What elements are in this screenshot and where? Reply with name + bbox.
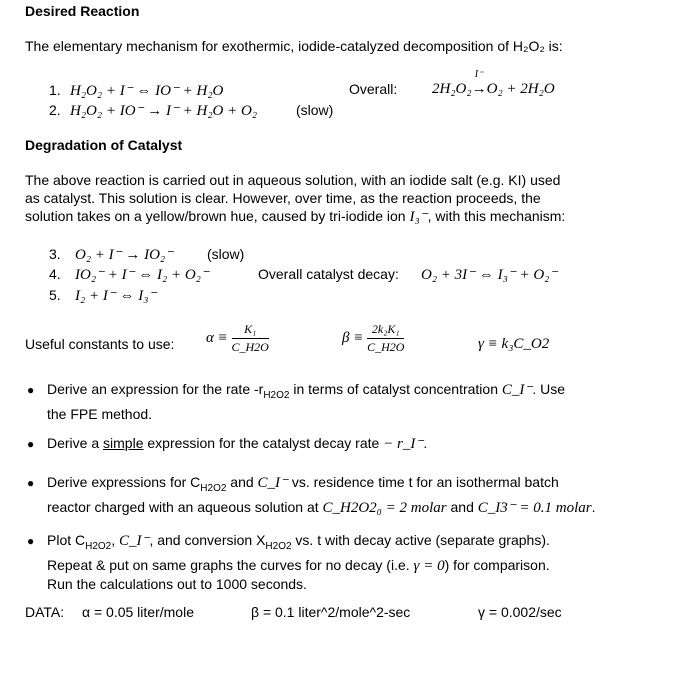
eq2-slow-note: (slow) <box>296 102 334 118</box>
intro-text: The elementary mechanism for exothermic, iodide-catalyzed decomposition of H₂O₂ is: <box>25 38 563 54</box>
data-alpha: α = 0.05 liter/mole <box>82 604 194 620</box>
alpha-lhs: α ≡ <box>206 329 228 346</box>
bullet-3-initial-h2o2: C_H2O2₀ = 2 molar <box>322 499 447 516</box>
bullet-4-text-b: , <box>111 532 120 548</box>
alpha-denominator: C_H2O <box>231 340 269 354</box>
eq5-number: 5. <box>49 287 61 303</box>
catalyzed-arrow <box>471 69 487 98</box>
bullet-4 <box>47 531 627 593</box>
bullet-dot-1: ● <box>27 383 35 397</box>
overall-equation <box>432 69 555 98</box>
equation-3: O₂ + I⁻ → IO₂⁻ <box>75 247 174 263</box>
bullet-1-text-c: . Use <box>532 381 565 397</box>
arrow: → <box>471 81 487 97</box>
catalyst-label: I⁻ <box>474 69 484 80</box>
overall-right: O₂ + 2H₂O <box>486 81 555 97</box>
beta-fraction <box>367 322 404 355</box>
alpha-fraction <box>232 322 269 355</box>
para-line-1: The above reaction is carried out in aqueous solution, with an iodide salt (e.g. KI) used <box>25 172 561 188</box>
bullet-1-text-a: Derive an expression for the rate -r <box>47 381 264 397</box>
bullet-dot-2: ● <box>27 437 35 451</box>
alpha-definition <box>206 322 269 355</box>
eq1-number: 1. <box>49 82 61 98</box>
beta-denominator: C_H2O <box>367 340 405 354</box>
constants-label: Useful constants to use: <box>25 336 175 352</box>
bullet-2-var: − r_I⁻ <box>383 436 424 452</box>
bullet-4-sub-2: H2O2 <box>265 540 292 552</box>
bullet-4-sub: H2O2 <box>85 540 112 552</box>
para-line-3-end: , with this mechanism: <box>427 208 566 224</box>
bullet-4-line-3: Run the calculations out to 1000 seconds. <box>47 575 307 592</box>
bullet-dot-4: ● <box>27 534 35 548</box>
bullet-3 <box>47 473 627 517</box>
eq3-number: 3. <box>49 246 61 262</box>
bullet-2-text-b: expression for the catalyst decay rate <box>143 435 384 451</box>
bullet-4-gamma-zero: γ = 0 <box>413 557 445 574</box>
bullet-2-text-c: . <box>423 435 428 451</box>
equation-4: IO₂⁻ + I⁻ ⇔ I₂ + O₂⁻ <box>75 267 209 283</box>
alpha-numerator: K₁ <box>232 322 269 339</box>
eq2-number: 2. <box>49 102 61 118</box>
data-label: DATA: <box>25 604 65 620</box>
bullet-4-line2-b: ) for comparison. <box>444 556 550 573</box>
bullet-4-text-a: Plot C <box>47 532 86 548</box>
eq4-number: 4. <box>49 266 61 282</box>
bullet-1 <box>47 380 627 423</box>
decay-equation: O₂ + 3I⁻ ⇔ I₃⁻ + O₂⁻ <box>421 267 558 283</box>
equation-2: H₂O₂ + IO⁻ → I⁻ + H₂O + O₂ <box>70 103 258 119</box>
bullet-3-line2-a: reactor charged with an aqueous solution at <box>47 498 323 515</box>
bullet-3-and: and <box>446 498 478 515</box>
bullet-dot-3: ● <box>27 476 35 490</box>
bullet-3-text-a: Derive expressions for C <box>47 474 201 490</box>
overall-label: Overall: <box>349 81 398 97</box>
bullet-2-text-a: Derive a <box>47 435 104 451</box>
equation-1: H₂O₂ + I⁻ ⇔ IO⁻ + H₂O <box>70 83 224 99</box>
beta-lhs: β ≡ <box>342 329 364 346</box>
decay-label: Overall catalyst decay: <box>258 266 399 282</box>
bullet-3-sub: H2O2 <box>200 482 227 494</box>
heading-desired-reaction: Desired Reaction <box>25 3 140 19</box>
bullet-3-var: C_I⁻ <box>257 475 288 491</box>
para-line-3 <box>25 208 565 226</box>
data-gamma: γ = 0.002/sec <box>478 604 562 620</box>
bullet-4-text-d: vs. t with decay active (separate graphs). <box>291 532 550 548</box>
bullet-1-line-2: the FPE method. <box>47 405 153 422</box>
bullet-4-var: C_I⁻ <box>119 533 150 549</box>
beta-definition <box>342 322 404 355</box>
bullet-4-text-c: , and conversion X <box>149 532 266 548</box>
bullet-1-var: C_I⁻ <box>501 382 533 398</box>
heading-degradation: Degradation of Catalyst <box>25 137 183 153</box>
bullet-1-sub: H2O2 <box>263 389 290 401</box>
bullet-3-initial-i3: C_I3⁻ = 0.1 molar <box>477 499 592 516</box>
para-line-3-text: solution takes on a yellow/brown hue, caused by tri-iodide ion <box>25 208 406 224</box>
bullet-1-text-b: in terms of catalyst concentration <box>289 381 502 397</box>
para-line-2: as catalyst. This solution is clear. However, over time, as the reaction proceeds, the <box>25 190 541 206</box>
gamma-definition: γ ≡ k₃C_O2 <box>478 336 550 352</box>
overall-left: 2H₂O₂ <box>432 81 472 97</box>
bullet-3-text-b: and <box>226 474 258 490</box>
bullet-2-underlined: simple <box>103 435 144 451</box>
equation-5: I₂ + I⁻ ⇔ I₃⁻ <box>75 288 157 304</box>
eq3-slow-note: (slow) <box>207 246 245 262</box>
bullet-4-line2-a: Repeat & put on same graphs the curves for no decay (i.e. <box>47 556 414 573</box>
data-beta: β = 0.1 liter^2/mole^2-sec <box>251 604 411 620</box>
triiodide-ion: I₃⁻ <box>409 209 428 225</box>
bullet-3-end: . <box>591 498 596 515</box>
beta-numerator: 2k₂K₁ <box>367 322 404 339</box>
bullet-3-text-c: vs. residence time t for an isothermal batch <box>287 474 559 490</box>
bullet-2 <box>47 434 627 453</box>
